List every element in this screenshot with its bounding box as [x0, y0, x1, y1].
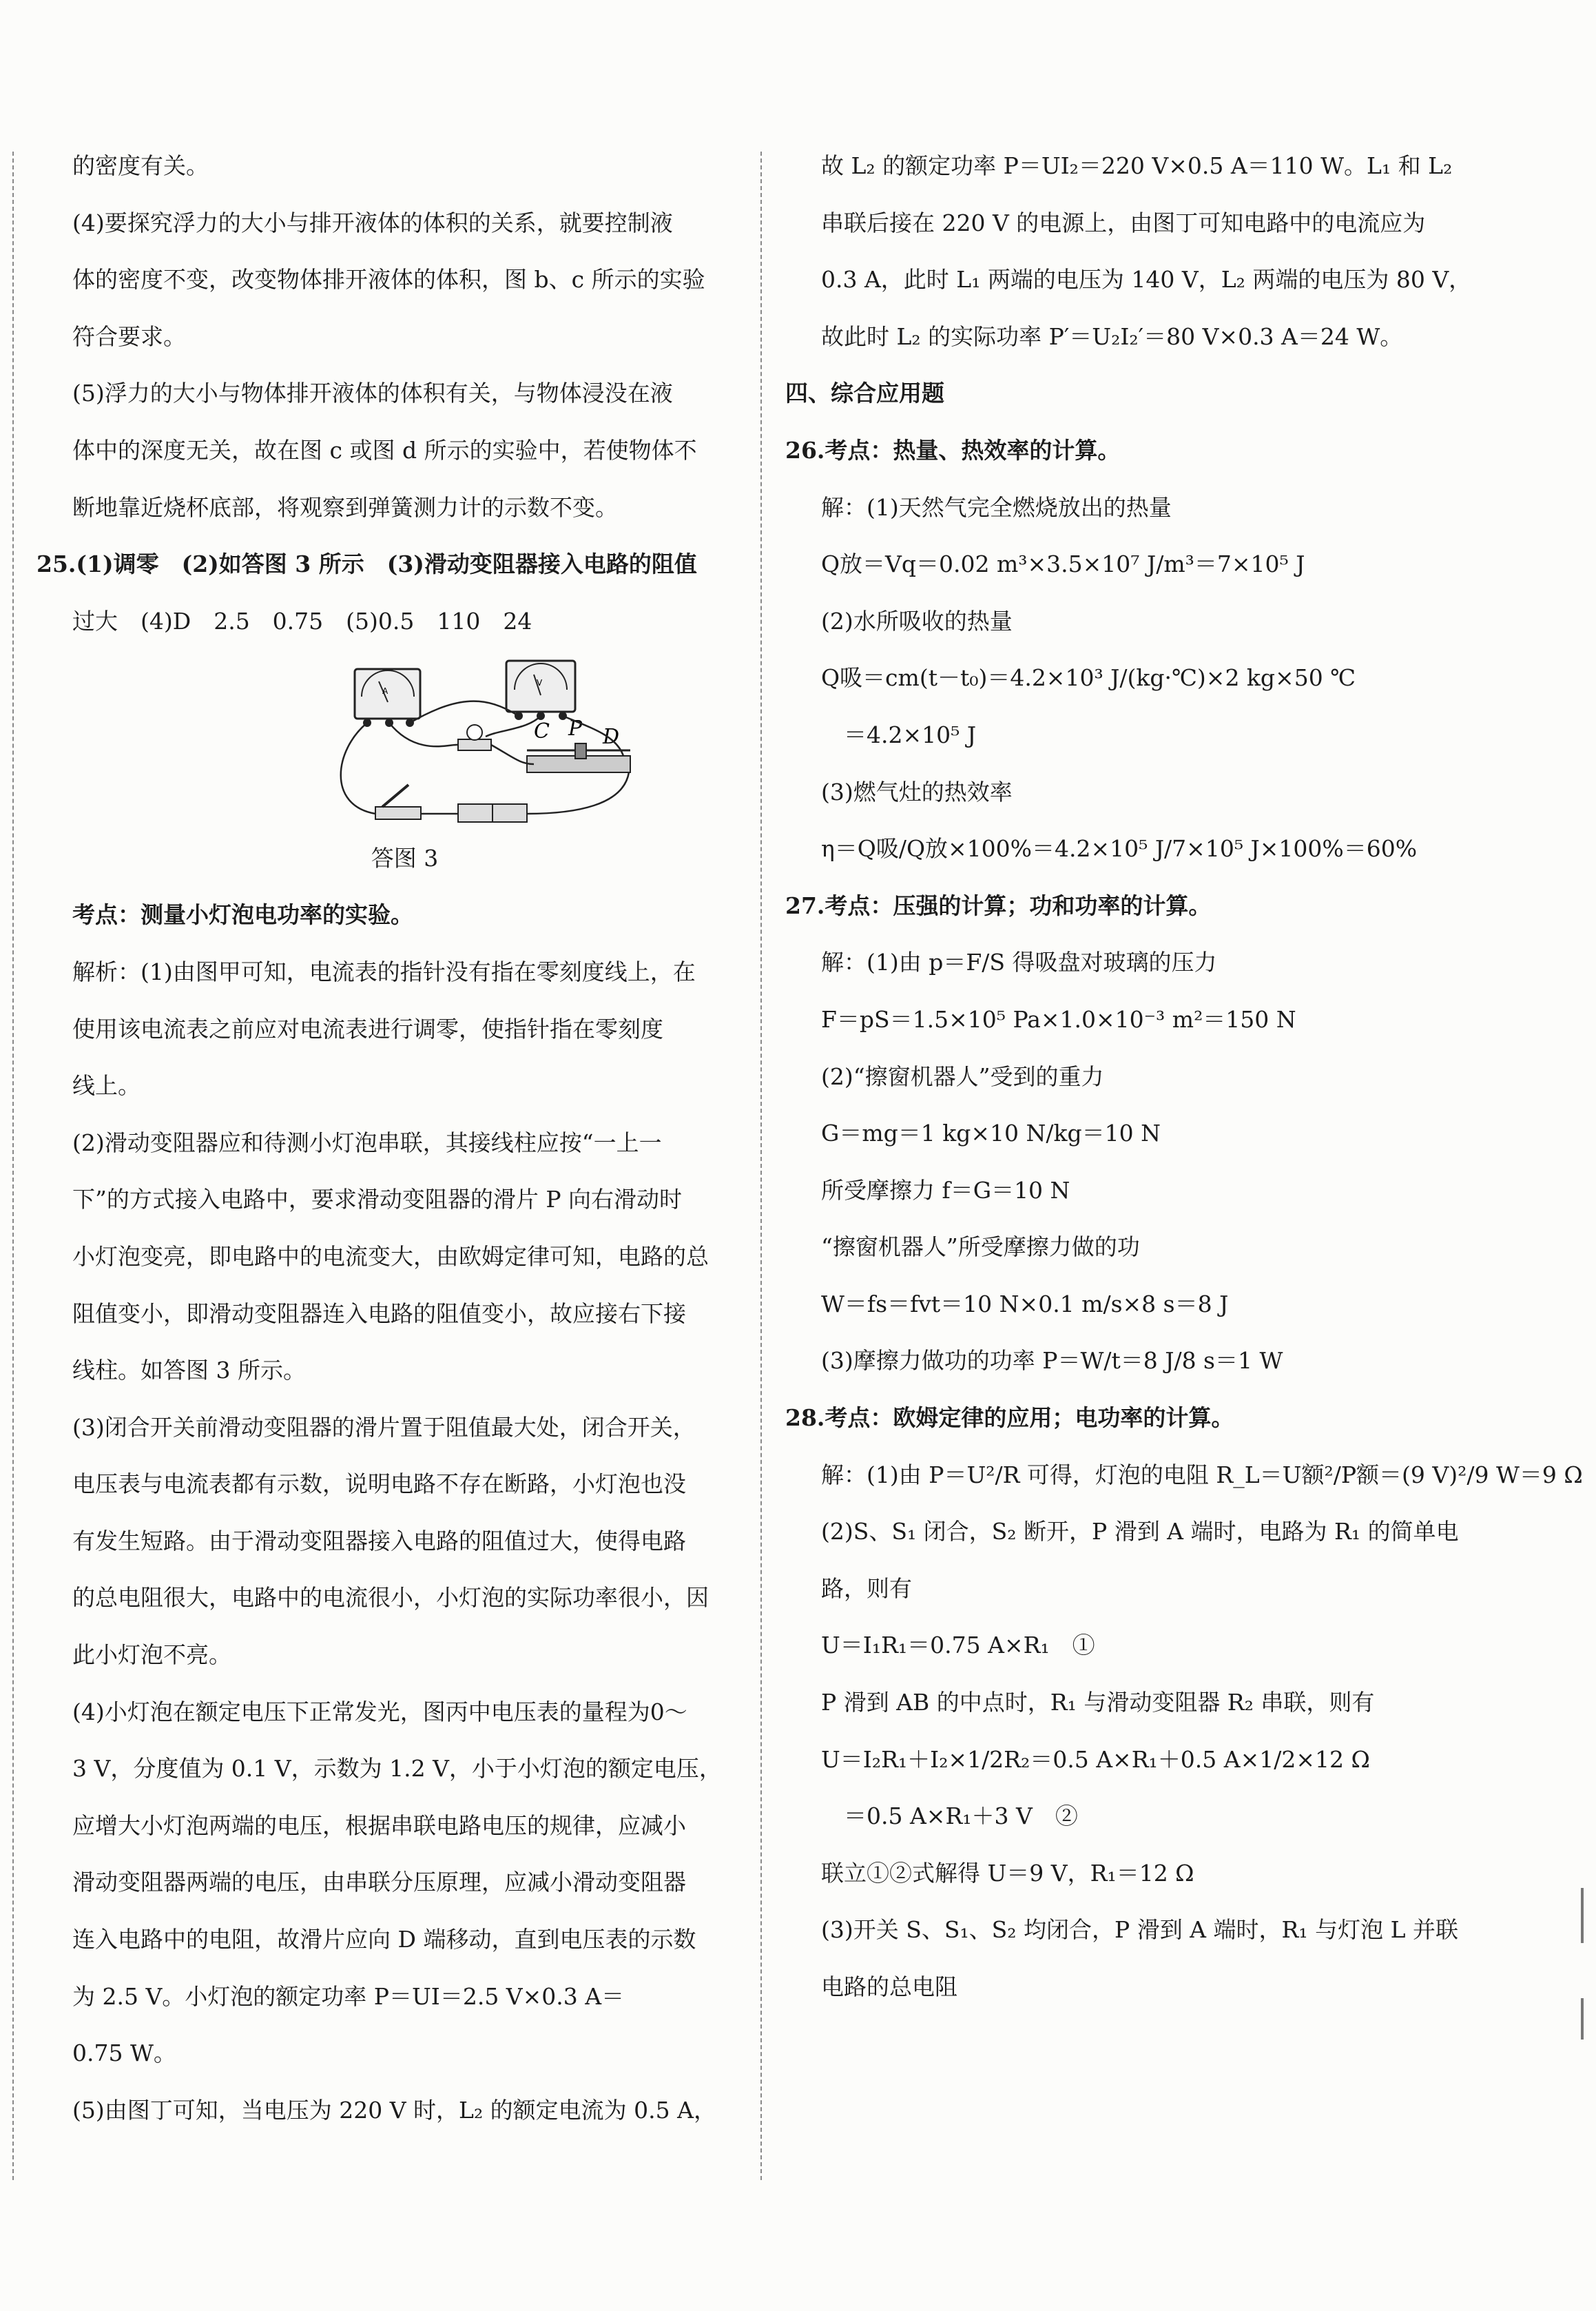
formula-line: U＝I₂R₁＋I₂×1/2R₂＝0.5 A×R₁＋0.5 A×1/2×12 Ω: [821, 1745, 1370, 1773]
text-line: 所受摩擦力 f＝G＝10 N: [821, 1176, 1070, 1204]
text-line: (3)燃气灶的热效率: [821, 778, 1013, 805]
column-divider-dashed-line: [760, 152, 762, 2180]
text-line: (2)水所吸收的热量: [821, 607, 1013, 635]
voltmeter-icon: [506, 661, 575, 720]
text-line: 线上。: [72, 1072, 141, 1100]
text-line: 解：(1)天然气完全燃烧放出的热量: [821, 493, 1172, 521]
text-line: 应增大小灯泡两端的电压，根据串联电路电压的规律，应减小: [72, 1811, 686, 1839]
text-line: (3)开关 S、S₁、S₂ 均闭合，P 滑到 A 端时，R₁ 与灯泡 L 并联: [821, 1916, 1458, 1944]
text-line: (2)S、S₁ 闭合，S₂ 断开，P 滑到 A 端时，电路为 R₁ 的简单电: [821, 1518, 1459, 1545]
formula-line: U＝I₁R₁＝0.75 A×R₁ ①: [821, 1632, 1095, 1659]
text-line: 0.75 W。: [72, 2040, 176, 2067]
text-line: 滑动变阻器两端的电压，由串联分压原理，应减小滑动变阻器: [72, 1869, 686, 1896]
formula-line: G＝mg＝1 kg×10 N/kg＝10 N: [821, 1120, 1161, 1147]
text-line: 此小灯泡不亮。: [72, 1641, 231, 1669]
lamp-icon: [458, 725, 491, 750]
text-line: 串联后接在 220 V 的电源上，由图丁可知电路中的电流应为: [821, 209, 1426, 236]
text-line: 联立①②式解得 U＝9 V，R₁＝12 Ω: [821, 1859, 1194, 1887]
text-line: 体的密度不变，改变物体排开液体的体积，图 b、c 所示的实验: [72, 266, 705, 294]
text-line: 3 V，分度值为 0.1 V，示数为 1.2 V，小于小灯泡的额定电压，: [72, 1755, 722, 1783]
text-line: 的密度有关。: [72, 152, 209, 179]
section-heading: 四、综合应用题: [785, 380, 944, 407]
formula-line: (3)摩擦力做功的功率 P＝W/t＝8 J/8 s＝1 W: [821, 1347, 1283, 1375]
question-25-answer: 25.(1)调零 (2)如答图 3 所示 (3)滑动变阻器接入电路的阻值: [37, 551, 697, 578]
terminal-label-c: C: [534, 719, 550, 744]
scan-edge-mark: [1581, 1998, 1584, 2040]
text-line: 线柱。如答图 3 所示。: [72, 1357, 306, 1384]
text-line: 小灯泡变亮，即电路中的电流变大，由欧姆定律可知，电路的总: [72, 1242, 709, 1270]
text-line: P 滑到 AB 的中点时，R₁ 与滑动变阻器 R₂ 串联，则有: [821, 1689, 1375, 1716]
scan-edge-mark: [1581, 1888, 1584, 1943]
question-26-topic: 26.考点：热量、热效率的计算。: [785, 436, 1121, 464]
circuit-figure: [72, 650, 737, 830]
question-27-topic: 27.考点：压强的计算；功和功率的计算。: [785, 892, 1212, 919]
text-line: 下”的方式接入电路中，要求滑动变阻器的滑片 P 向右滑动时: [72, 1186, 683, 1213]
text-line: 阻值变小，即滑动变阻器连入电路的阻值变小，故应接右下接: [72, 1300, 686, 1327]
text-line: 故此时 L₂ 的实际功率 P′＝U₂I₂′＝80 V×0.3 A＝24 W。: [821, 322, 1403, 350]
text-line: (5)由图丁可知，当电压为 220 V 时，L₂ 的额定电流为 0.5 A，: [72, 2096, 716, 2124]
question-28-topic: 28.考点：欧姆定律的应用；电功率的计算。: [785, 1404, 1234, 1432]
text-line: (4)小灯泡在额定电压下正常发光，图丙中电压表的量程为0～: [72, 1698, 687, 1725]
right-column: [785, 138, 1583, 2016]
text-line: 解析：(1)由图甲可知，电流表的指针没有指在零刻度线上，在: [72, 958, 696, 985]
text-line: (5)浮力的大小与物体排开液体的体积有关，与物体浸没在液: [72, 380, 673, 407]
svg-text:V: V: [537, 678, 543, 688]
text-line: 体中的深度无关，故在图 c 或图 d 所示的实验中，若使物体不: [72, 436, 697, 464]
text-line: (4)要探究浮力的大小与排开液体的体积的关系，就要控制液: [72, 209, 673, 236]
text-line: 0.3 A，此时 L₁ 两端的电压为 140 V，L₂ 两端的电压为 80 V，: [821, 266, 1472, 294]
formula-line: F＝pS＝1.5×10⁵ Pa×1.0×10⁻³ m²＝150 N: [821, 1005, 1296, 1033]
text-line: 使用该电流表之前应对电流表进行调零，使指针指在零刻度: [72, 1015, 663, 1042]
ammeter-icon: [355, 669, 420, 727]
formula-line: η＝Q吸/Q放×100%＝4.2×10⁵ J/7×10⁵ J×100%＝60%: [821, 835, 1418, 863]
formula-line: ＝4.2×10⁵ J: [821, 721, 977, 748]
text-line: 电路的总电阻: [821, 1973, 957, 2000]
text-line: 过大 (4)D 2.5 0.75 (5)0.5 110 24: [72, 607, 532, 635]
formula-line: 解：(1)由 P＝U²/R 可得，灯泡的电阻 R_L＝U额²/P额＝(9 V)²/9 W＝9 Ω: [821, 1461, 1583, 1488]
left-column: [37, 138, 737, 2139]
switch-icon: [375, 785, 421, 819]
text-line: 为 2.5 V。小灯泡的额定功率 P＝UI＝2.5 V×0.3 A＝: [72, 1982, 625, 2010]
svg-text:A: A: [382, 686, 388, 697]
terminal-label-d: D: [603, 725, 620, 750]
text-line: (3)闭合开关前滑动变阻器的滑片置于阻值最大处，闭合开关，: [72, 1413, 696, 1441]
text-line: 电压表与电流表都有示数，说明电路不存在断路，小灯泡也没: [72, 1470, 686, 1498]
text-line: 故 L₂ 的额定功率 P＝UI₂＝220 V×0.5 A＝110 W。L₁ 和 L₂: [821, 152, 1453, 179]
circuit-diagram: [251, 654, 637, 834]
text-line: 断地靠近烧杯底部，将观察到弹簧测力计的示数不变。: [72, 493, 618, 521]
text-line: (2)滑动变阻器应和待测小灯泡串联，其接线柱应按“一上一: [72, 1129, 662, 1156]
text-line: 符合要求。: [72, 322, 186, 350]
left-margin-dashed-line: [12, 152, 14, 2180]
formula-line: W＝fs＝fvt＝10 N×0.1 m/s×8 s＝8 J: [821, 1290, 1229, 1317]
formula-line: ＝0.5 A×R₁＋3 V ②: [821, 1802, 1078, 1830]
formula-line: Q吸＝cm(t－t₀)＝4.2×10³ J/(kg·℃)×2 kg×50 ℃: [821, 664, 1356, 692]
slider-label-p: P: [568, 717, 583, 741]
rheostat-icon: [527, 717, 630, 772]
text-line: 有发生短路。由于滑动变阻器接入电路的阻值过大，使得电路: [72, 1527, 686, 1554]
battery-icon: [458, 804, 527, 822]
text-line: (2)“擦窗机器人”受到的重力: [821, 1062, 1104, 1090]
text-line: 路，则有: [821, 1574, 912, 1602]
text-line: 连入电路中的电阻，故滑片应向 D 端移动，直到电压表的示数: [72, 1926, 696, 1953]
formula-line: Q放＝Vq＝0.02 m³×3.5×10⁷ J/m³＝7×10⁵ J: [821, 551, 1305, 578]
text-line: 考点：测量小灯泡电功率的实验。: [72, 901, 413, 929]
text-line: 的总电阻很大，电路中的电流很小，小灯泡的实际功率很小，因: [72, 1584, 709, 1612]
figure-caption: 答图 3: [371, 845, 439, 872]
text-line: 解：(1)由 p＝F/S 得吸盘对玻璃的压力: [821, 949, 1217, 976]
text-line: “擦窗机器人”所受摩擦力做的功: [821, 1233, 1140, 1261]
